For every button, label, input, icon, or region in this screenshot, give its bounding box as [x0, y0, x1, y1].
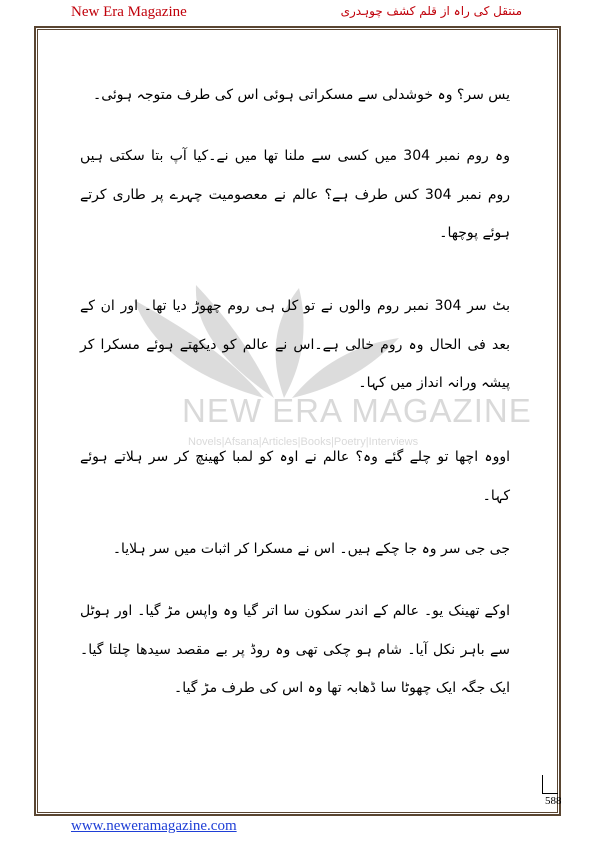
paragraph-5: جی جی سر وہ جا چکے ہیں۔ اس نے مسکرا کر اثبات میں سر ہلایا۔	[112, 541, 510, 557]
paragraph-6: اوکے تھینک یو۔ عالم کے اندر سکون سا اتر گیا وہ واپس مڑ گیا۔ اور ہوٹل سے باہر نکل آیا۔ شام ہو چکی تھی وہ روڈ پر بے مقصد سیدھا چلتا گیا۔ ایک جگہ ایک چھوٹا سا ڈھابہ تھا وہ اس کی طرف مڑ گیا۔	[80, 603, 510, 696]
page-number-box-line	[542, 793, 558, 794]
paragraph-3: بٹ سر 304 نمبر روم والوں نے تو کل ہی روم چھوڑ دیا تھا۔ اور ان کے بعد فی الحال وہ روم خالی ہے۔اس نے عالم کو دیکھتے ہوئے مسکرا کر پیشہ ورانہ انداز میں کہا۔	[80, 298, 511, 391]
watermark-tagline: Novels|Afsana|Articles|Books|Poetry|Interviews	[188, 436, 419, 448]
novel-title-author: منتقل کی راہ از قلم کشف چوہدری	[340, 4, 522, 18]
page-number: 588	[545, 795, 562, 807]
paragraph-4: اووہ اچھا تو چلے گئے وہ؟ عالم نے اوہ کو لمبا کھینچ کر سر ہلاتے ہوئے کہا۔	[80, 449, 510, 504]
website-link[interactable]: www.neweramagazine.com	[71, 818, 237, 834]
paragraph-2: وہ روم نمبر 304 میں کسی سے ملنا تھا میں نے۔کیا آپ بتا سکتی ہیں روم نمبر 304 کس طرف ہے؟ عالم نے معصومیت چہرے پر طاری کرتے ہوئے پوچھا۔	[80, 148, 511, 241]
watermark-title: NEW ERA MAGAZINE	[182, 392, 532, 429]
magazine-name: New Era Magazine	[71, 4, 187, 20]
paragraph-1: یس سر؟ وہ خوشدلی سے مسکراتی ہوئی اس کی طرف متوجہ ہوئی۔	[93, 87, 510, 103]
page-number-box-side	[542, 775, 543, 793]
